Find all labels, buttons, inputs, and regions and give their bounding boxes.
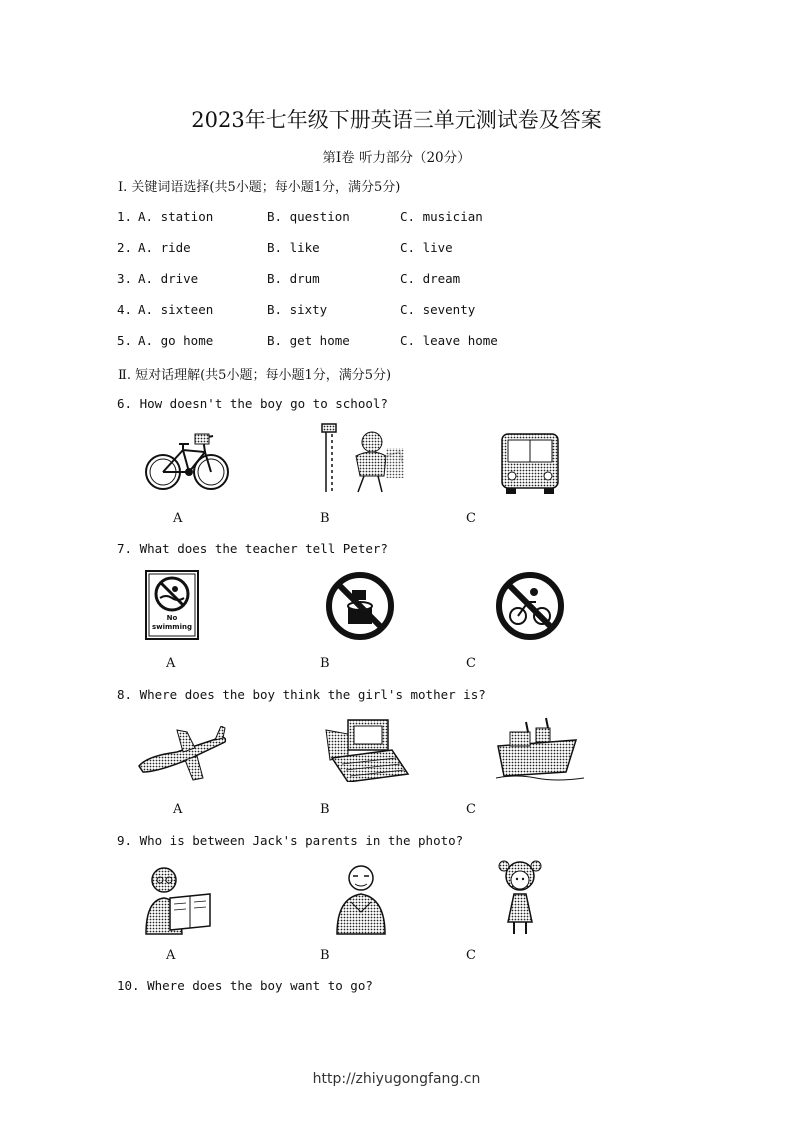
reading-woman-icon [140,864,214,936]
option-a: A. drive [138,271,199,286]
section1-heading: Ⅰ. 关键词语选择(共5小题；每小题1分，满分5分) [118,180,401,195]
item-number: 3. [117,271,133,286]
option-label-b: B [320,802,330,817]
question-7-text: 7. What does the teacher tell Peter? [117,541,388,556]
ship-icon [496,716,584,782]
computer-icon [322,716,410,782]
option-c: C. dream [400,271,461,286]
bus-icon [498,430,562,496]
option-c: C. musician [400,209,483,224]
option-label-a: A [166,948,176,963]
no-cycling-sign-icon [494,570,566,642]
sign-text-swimming: swimming [151,623,192,631]
option-label-c: C [466,656,476,671]
no-drums-sign-icon [324,570,396,642]
item-number: 1. [117,209,133,224]
option-b: B. drum [267,271,320,286]
girl-icon [496,858,544,936]
option-a: A. sixteen [138,302,214,317]
option-label-a: A [173,511,183,526]
option-label-a: A [173,802,183,817]
question-10-text: 10. Where does the boy want to go? [117,978,373,993]
option-c: C. live [400,240,453,255]
option-a: A. go home [138,333,214,348]
no-swimming-sign-icon [145,570,199,640]
option-label-a: A [166,656,176,671]
item-number: 2. [117,240,133,255]
option-label-b: B [320,948,330,963]
option-b: B. question [267,209,350,224]
option-label-b: B [320,511,330,526]
page-title: 2023年七年级下册英语三单元测试卷及答案 [191,108,602,132]
bicycle-icon [143,428,231,494]
question-8-text: 8. Where does the boy think the girl's mother is? [117,687,486,702]
question-9-text: 9. Who is between Jack's parents in the photo? [117,833,464,848]
section-subtitle: 第Ⅰ卷 听力部分（20分） [322,150,471,166]
option-b: B. get home [267,333,350,348]
option-b: B. sixty [267,302,328,317]
question-6-text: 6. How doesn't the boy go to school? [117,396,388,411]
footer-url: http://zhiyugongfang.cn [312,1071,481,1087]
option-label-c: C [466,802,476,817]
walking-boy-icon [320,422,406,496]
option-label-c: C [466,511,476,526]
sign-text-no: No [166,614,178,622]
option-label-c: C [466,948,476,963]
item-number: 5. [117,333,133,348]
option-a: A. station [138,209,214,224]
airplane-icon [137,726,229,782]
section2-heading: Ⅱ. 短对话理解(共5小题；每小题1分，满分5分) [118,368,392,383]
old-man-icon [331,862,391,936]
option-a: A. ride [138,240,191,255]
option-b: B. like [267,240,320,255]
item-number: 4. [117,302,133,317]
option-c: C. seventy [400,302,476,317]
option-label-b: B [320,656,330,671]
option-c: C. leave home [400,333,498,348]
